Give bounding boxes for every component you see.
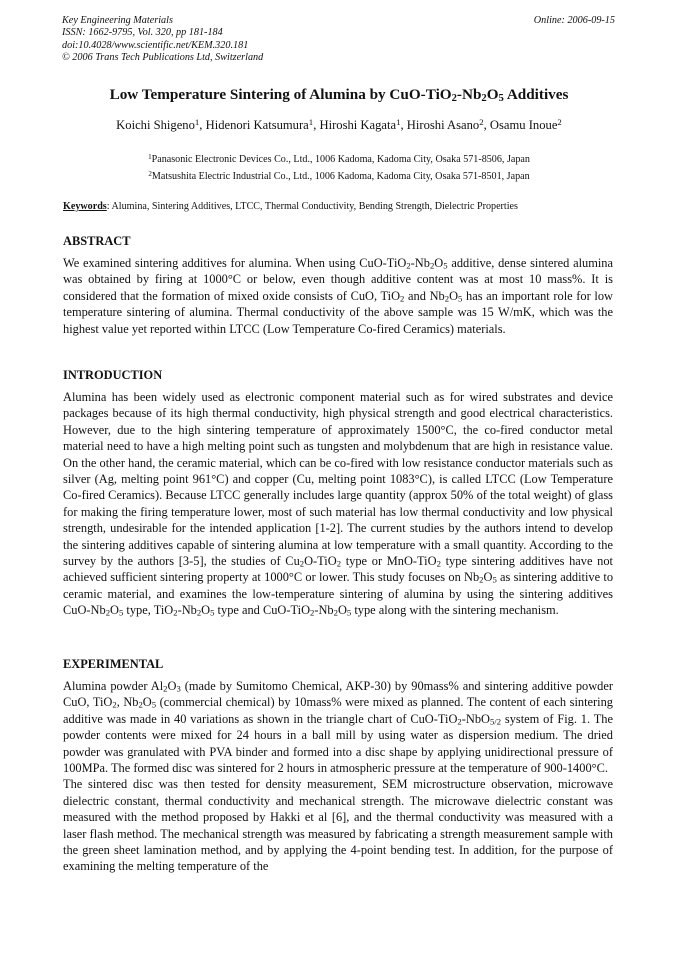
issn-line: ISSN: 1662-9795, Vol. 320, pp 181-184 [62, 27, 223, 39]
experimental-paragraph-2: The sintered disc was then tested for density measurement, SEM microstructure observation, microwave dielectric constant, thermal conductivity and mechanical strength. The microwave dielectric constant was measured with the method proposed by Hakki et al [6], and the thermal conductivity was measured with a laser flash method. The mechanical strength was measured by fabricating a strength measurement sample with the green sheet lamination method, and by applying the 4-point bending test. In addition, for the purpose of examining the melting temperature of the [63, 777, 613, 874]
paper-title: Low Temperature Sintering of Alumina by CuO-$TiO_2-Nb_2O_5$ Additives [109, 86, 569, 105]
journal-name: Key Engineering Materials [62, 15, 173, 26]
affiliation-2: $^2$Matsushita Electric Industrial Co., Ltd., 1006 Kadoma, Kadoma City, Osaka 571-8501, Japan [148, 169, 530, 182]
doi-line: doi:10.4028/www.scientific.net/KEM.320.181 [62, 39, 249, 51]
abstract-body: We examined sintering additives for alumina. When using CuO-$TiO_2-Nb_2O_5$ additive, dense sintered alumina was obtained by firing at 1000°C or below, even though additive content was at most 10 mass%. It is considered that the formation of mixed oxide consists of CuO, TiO$_2$ and $Nb_2O_5$ has an important role for low temperature sintering of alumina. Thermal conductivity of the above sample was 15 W/mK, which was the highest value yet reported within LTCC (Low Temperature Co-fired Ceramics) materials. [63, 256, 613, 336]
experimental-paragraph-1: Alumina powder $Al_2O_3$ (made by Sumitomo Chemical, AKP-30) by 90mass% and sintering additive powder CuO, TiO$_2$, $Nb_2O_5$ (commercial chemical) by 10mass% were mixed as planned. The content of each sintering additive was made in 40 variations as shown in the triangle chart of CuO-TiO$_2$-NbO$_{5/2}$ system of Fig. 1. The powder contents were mixed for 24 hours in a ball mill by using water as dispersion medium. The dried powder was granulated with PVA binder and formed into a disc shape by applying unidirectional pressure of 100MPa. The formed disc was sintered for 2 hours in atmospheric pressure at the temperature of 900-1400°C. [63, 679, 613, 776]
keywords-text: : Alumina, Sintering Additives, LTCC, Thermal Conductivity, Bending Strength, Dielectric Properties [106, 201, 518, 212]
copyright-line: © 2006 Trans Tech Publications Ltd, Switzerland [62, 51, 264, 63]
author-list: Koichi Shigeno$^1$, Hidenori Katsumura$^1$, Hiroshi Kagata$^1$, Hiroshi Asano$^2$, Osamu Inoue$^2$ [116, 117, 562, 132]
experimental-heading: EXPERIMENTAL [63, 657, 164, 671]
affiliations [40, 151, 638, 185]
online-date: Online: 2006-09-15 [533, 15, 615, 26]
keywords-line [63, 201, 518, 212]
introduction-body: Alumina has been widely used as electronic component material such as for wired substrates and device packages because of its high thermal conductivity, high physical strength and good electrical characteristics. However, due to the high sintering temperature of approximately 1500°C, the co-fired conductor metal material need to have a high melting point such as tungsten and molybdenum that are high in resistance value. On the other hand, the ceramic material, which can be co-fired with low resistance conductor materials such as silver (Ag, melting point 961°C) and copper (Cu, melting point 1083°C), is called LTCC (Low Temperature Co-fired Ceramics). Because LTCC generally includes large quantity (approx 50% of the total weight) of glass for making the firing temperature lower, most of such material has low thermal conductivity and low physical strength, undesirable for the intended application [1-2]. The current studies by the authors intend to develop the sintering additives capable of sintering alumina at low temperature with a small quantity. According to the survey by the authors [3-5], the studies of $Cu_2O-TiO_2$ type or MnO-TiO$_2$ type sintering additives have not achieved sufficient sintering property at 1000°C or lower. This study focuses on $Nb_2O_5$ as sintering additive to ceramic material, and examines the low-temperature sintering of alumina by using the sintering additives CuO-$Nb_2O_5$ type, $TiO_2-Nb_2O_5$ type and CuO-$TiO_2-Nb_2O_5$ type along with the sintering mechanism. [63, 390, 614, 619]
affiliation-1: $^1$Panasonic Electronic Devices Co., Ltd., 1006 Kadoma, Kadoma City, Osaka 571-8506, Japan [148, 152, 530, 165]
experimental-body [63, 678, 613, 875]
keywords-label: Keywords [63, 201, 107, 212]
introduction-heading: INTRODUCTION [63, 368, 163, 382]
abstract-heading: ABSTRACT [63, 234, 131, 248]
journal-header [62, 15, 263, 64]
